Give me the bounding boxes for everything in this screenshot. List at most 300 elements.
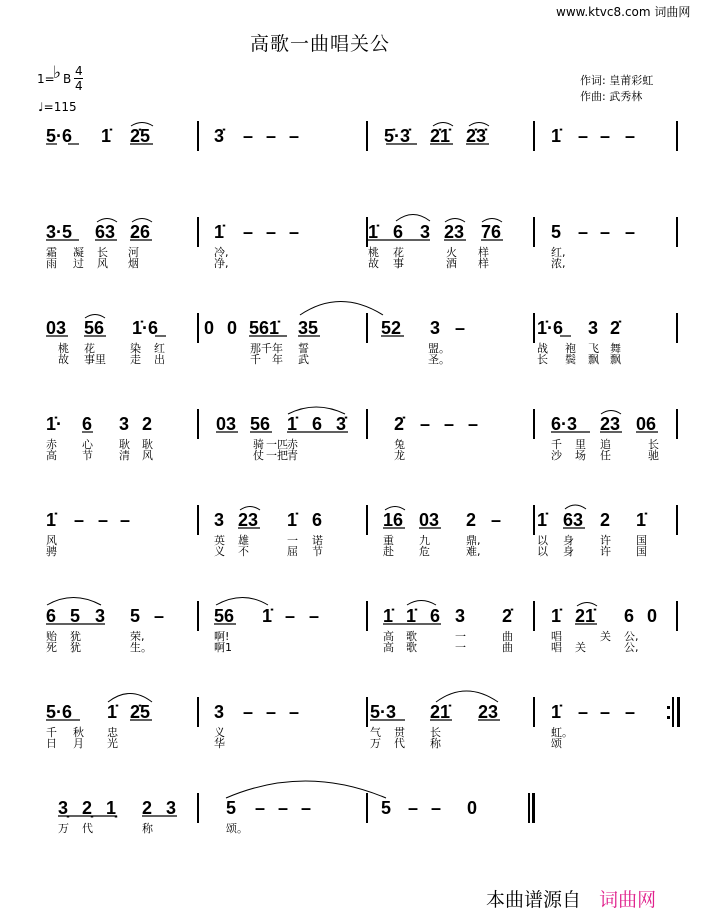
bar-line	[366, 217, 368, 247]
lyric: 高	[383, 630, 394, 643]
note: –	[444, 414, 455, 434]
note: –	[491, 510, 502, 530]
lyric: 身	[563, 545, 574, 558]
bar-line	[676, 601, 678, 631]
lyric: 重	[383, 534, 394, 547]
key-prefix: 1=	[37, 72, 55, 86]
lyric: 耿	[119, 438, 130, 451]
lyric: 飘	[588, 353, 599, 366]
bar-line	[197, 601, 199, 631]
lyric: 驰	[648, 449, 659, 462]
lyric: 不	[238, 545, 249, 558]
lyric: 公,	[624, 630, 639, 643]
slur	[108, 694, 152, 703]
lyric: 啊1	[214, 641, 232, 654]
repeat-dot	[667, 706, 670, 709]
lyric: 光	[107, 737, 118, 750]
note: 5̇·3̇	[384, 126, 411, 146]
repeat-end-bar	[677, 697, 680, 727]
bar-line	[366, 121, 368, 151]
note: 76	[481, 222, 502, 242]
note: 1̇	[287, 414, 298, 434]
lyric: 一	[287, 534, 298, 547]
bar-line	[676, 409, 678, 439]
note: 2	[142, 414, 153, 434]
lyric: 节	[312, 545, 323, 558]
lyric: 红,	[551, 246, 566, 259]
note: 03	[419, 510, 440, 530]
bar-line	[533, 121, 535, 151]
lyric: 河	[128, 246, 139, 259]
note: –	[255, 798, 266, 818]
lyric: 一匹	[266, 438, 288, 451]
note: 1̇·6	[132, 318, 159, 338]
note: –	[578, 222, 589, 242]
note: 3	[455, 606, 466, 626]
tempo-value: =115	[43, 100, 77, 114]
slur	[396, 215, 430, 222]
bar-line	[197, 793, 199, 823]
lyric: 浓,	[551, 257, 566, 270]
note: –	[289, 222, 300, 242]
note: 5	[381, 798, 392, 818]
slur	[300, 302, 383, 316]
note: 1̇	[107, 702, 118, 722]
note: 63	[95, 222, 116, 242]
lyric: 贯	[394, 726, 405, 739]
lyric: 以	[537, 534, 548, 547]
lyric: 代	[394, 737, 405, 750]
note: 1̇	[383, 606, 394, 626]
lyric: 身	[563, 534, 574, 547]
lyric: 盟。	[428, 342, 450, 355]
lyric: 犹	[70, 630, 81, 643]
lyric: 赤	[46, 438, 57, 451]
lyric: 兔	[394, 438, 405, 451]
note: –	[278, 798, 289, 818]
lyric: 贻	[46, 630, 57, 643]
lyric: 一把	[266, 449, 288, 462]
lyric: 万	[58, 822, 69, 835]
note: 21̇	[575, 606, 596, 626]
note: 1̇	[287, 510, 298, 530]
slur	[288, 407, 345, 414]
note: 5	[226, 798, 237, 818]
bar-line	[197, 409, 199, 439]
lyric: 英	[214, 534, 225, 547]
lyric: 以	[537, 545, 548, 558]
lyric: 龙	[394, 449, 405, 462]
note: 1̇	[262, 606, 273, 626]
lyric: 代	[82, 822, 93, 835]
note: 3	[166, 798, 177, 818]
quarter-note-icon: ♩	[38, 100, 44, 114]
repeat-dot	[667, 716, 670, 719]
lyric: 事里	[84, 353, 106, 366]
note: 26	[130, 222, 151, 242]
lyric: 荣,	[130, 630, 145, 643]
note: 6	[312, 414, 323, 434]
lyric: 誓	[298, 342, 309, 355]
note: 5	[70, 606, 81, 626]
lyric: 里	[575, 438, 586, 451]
lyric: 国	[636, 534, 647, 547]
note: –	[600, 126, 611, 146]
note: –	[266, 126, 277, 146]
note: 1̇	[214, 222, 225, 242]
note: 3	[119, 414, 130, 434]
note: –	[625, 702, 636, 722]
note: 6	[624, 606, 635, 626]
note: 1̣	[106, 798, 117, 818]
note: –	[243, 126, 254, 146]
lyric: 凝	[73, 246, 84, 259]
note: 3	[214, 702, 225, 722]
lyric: 雨	[46, 257, 57, 270]
note: 1̇	[551, 606, 562, 626]
note: 06	[636, 414, 657, 434]
lyric: 死	[46, 641, 57, 654]
lyric: 净,	[214, 257, 229, 270]
note: 2̇1̇	[430, 126, 451, 146]
note: –	[420, 414, 431, 434]
lyric: 那千年	[250, 342, 283, 355]
slur	[216, 598, 268, 606]
lyric: 赴	[383, 545, 394, 558]
note: 3	[214, 510, 225, 530]
lyric: 火	[446, 246, 457, 259]
note: –	[578, 702, 589, 722]
tempo-mark	[38, 100, 77, 114]
note: 1̇·6	[537, 318, 564, 338]
note: 56	[84, 318, 105, 338]
note: –	[625, 126, 636, 146]
note: 2̣	[82, 798, 93, 818]
note: –	[309, 606, 320, 626]
lyric: 一	[455, 641, 466, 654]
slur	[565, 505, 586, 509]
lyric: 鬓	[565, 353, 576, 366]
lyric: 关	[575, 641, 586, 654]
note: –	[74, 510, 85, 530]
bar-line	[672, 697, 674, 727]
bar-line	[366, 601, 368, 631]
lyric: 红	[154, 342, 165, 355]
watermark: www.ktvc8.com 词曲网	[556, 5, 691, 19]
note: 1̇·	[46, 414, 63, 434]
footer-left: 本曲谱源自	[486, 889, 582, 911]
bar-line	[528, 793, 530, 823]
lyric: 公,	[624, 641, 639, 654]
note: 56	[250, 414, 271, 434]
lyric: 月	[73, 737, 84, 750]
bar-line	[676, 505, 678, 535]
note: –	[285, 606, 296, 626]
lyric: 颂。	[226, 822, 248, 835]
lyric: 唱	[551, 630, 562, 643]
lyric: 屈	[287, 545, 298, 558]
lyric: 忠	[107, 726, 118, 739]
lyric: 高	[46, 449, 57, 462]
note: 23	[478, 702, 499, 722]
note: –	[266, 702, 277, 722]
note: –	[468, 414, 479, 434]
lyric: 出	[154, 353, 165, 366]
slur	[436, 691, 498, 702]
lyric: 长	[648, 438, 659, 451]
bar-line	[533, 505, 535, 535]
lyric: 秋	[73, 726, 84, 739]
note: 6	[82, 414, 93, 434]
composer: 作曲: 武秀林	[580, 90, 643, 103]
note: –	[408, 798, 419, 818]
lyric: 耿	[142, 438, 153, 451]
note: 1̇	[101, 126, 112, 146]
lyric: 舞	[610, 342, 621, 355]
note: 3	[588, 318, 599, 338]
lyric: 千	[551, 438, 562, 451]
lyric: 心	[82, 438, 93, 451]
note: 6·3	[551, 414, 578, 434]
note: 5·6	[46, 702, 73, 722]
lyric: 啊!	[214, 630, 230, 643]
note: 561̇	[249, 318, 280, 338]
bar-line	[676, 313, 678, 343]
lyric: 风	[46, 534, 57, 547]
lyric: 袍	[565, 342, 576, 355]
note: 6	[430, 606, 441, 626]
lyric: 赤	[287, 438, 298, 451]
note: 3̇	[336, 414, 347, 434]
flat-sign: ♭	[53, 63, 62, 83]
bar-line	[533, 409, 535, 439]
lyric: 唱	[551, 641, 562, 654]
lyric: 风	[97, 257, 108, 270]
lyric: 歌	[406, 641, 417, 654]
lyric: 长	[430, 726, 441, 739]
note: 6	[393, 222, 404, 242]
note: 1̇	[551, 702, 562, 722]
note: –	[266, 222, 277, 242]
lyric: 关	[600, 630, 611, 643]
lyric: 许	[600, 534, 611, 547]
lyric: 千	[46, 726, 57, 739]
lyric: 歌	[406, 630, 417, 643]
lyric: 义	[214, 726, 225, 739]
note: 03	[216, 414, 237, 434]
lyric: 日	[46, 737, 57, 750]
note: 1̇	[406, 606, 417, 626]
note: 2̇	[502, 606, 513, 626]
note: 3	[430, 318, 441, 338]
key-signature	[37, 64, 97, 94]
lyric: 难,	[466, 545, 481, 558]
note: 0	[467, 798, 478, 818]
lyric: 生。	[130, 641, 152, 654]
note: 23	[238, 510, 259, 530]
lyric: 华	[214, 737, 225, 750]
lyric: 故	[368, 257, 379, 270]
lyric: 仗	[253, 449, 264, 462]
lyric: 花	[393, 246, 404, 259]
bar-line	[197, 217, 199, 247]
note: 2	[466, 510, 477, 530]
lyric: 一	[455, 630, 466, 643]
note: 2	[600, 510, 611, 530]
lyric: 年	[272, 353, 283, 366]
lyric: 霜	[46, 246, 57, 259]
note: 3	[420, 222, 431, 242]
note: 2̇3̇	[466, 126, 487, 146]
note: 5	[130, 606, 141, 626]
note: –	[98, 510, 109, 530]
lyric: 诺	[312, 534, 323, 547]
lyric: 虹。	[551, 726, 573, 739]
slur	[47, 598, 101, 606]
note: –	[289, 126, 300, 146]
bar-line	[366, 697, 368, 727]
note: 0	[204, 318, 215, 338]
lyric: 飞	[588, 342, 599, 355]
lyric: 气	[370, 726, 381, 739]
lyric: 风	[142, 449, 153, 462]
lyric: 鼎,	[466, 534, 481, 547]
lyric: 过	[73, 257, 84, 270]
bar-line	[366, 409, 368, 439]
bar-line	[197, 505, 199, 535]
lyric: 长	[97, 246, 108, 259]
note: –	[120, 510, 131, 530]
lyric: 千	[250, 353, 261, 366]
lyric: 许	[600, 545, 611, 558]
note: 63	[563, 510, 584, 530]
note: 1̇	[636, 510, 647, 530]
lyric: 称	[430, 737, 441, 750]
note: 3̇	[214, 126, 225, 146]
note: 16	[383, 510, 404, 530]
note: 2	[142, 798, 153, 818]
note: –	[625, 222, 636, 242]
footer-source	[486, 885, 656, 912]
note: 3	[95, 606, 106, 626]
note: 2̇	[394, 414, 405, 434]
note: –	[154, 606, 165, 626]
note: –	[289, 702, 300, 722]
note: 35	[298, 318, 319, 338]
note: 1̇	[368, 222, 379, 242]
lyric: 青	[287, 449, 298, 462]
lyric: 烟	[128, 257, 139, 270]
note: –	[243, 222, 254, 242]
slur	[407, 601, 436, 606]
lyric: 桃	[368, 246, 379, 259]
note: 2̇5	[130, 126, 151, 146]
lyric: 颂	[551, 737, 562, 750]
page-title: 高歌一曲唱关公	[250, 33, 391, 55]
note: –	[600, 222, 611, 242]
lyric: 骋	[46, 545, 57, 558]
lyric: 场	[575, 449, 586, 462]
lyric: 万	[370, 737, 381, 750]
lyricist: 作词: 皇莆彩虹	[580, 74, 654, 87]
note: –	[455, 318, 466, 338]
note: 21̇	[430, 702, 451, 722]
lyric: 事	[393, 257, 404, 270]
lyric: 清	[119, 449, 130, 462]
bar-line	[197, 697, 199, 727]
bar-line	[366, 313, 368, 343]
note: 5·3	[370, 702, 397, 722]
bar-line	[197, 313, 199, 343]
lyric: 雄	[238, 534, 249, 547]
bar-line	[533, 217, 535, 247]
note: 52	[381, 318, 402, 338]
bar-line	[197, 121, 199, 151]
note: 1̇	[46, 510, 57, 530]
bar-line	[533, 697, 535, 727]
final-bar	[532, 793, 535, 823]
lyric: 样	[478, 246, 489, 259]
lyric: 称	[142, 822, 153, 835]
lyric: 国	[636, 545, 647, 558]
lyric: 犹	[70, 641, 81, 654]
lyric: 武	[298, 353, 309, 366]
note: 5·6	[46, 126, 73, 146]
lyric: 染	[130, 342, 141, 355]
note: 1̇	[537, 510, 548, 530]
lyric: 花	[84, 342, 95, 355]
time-denominator: 4	[75, 79, 83, 93]
lyric: 曲	[502, 641, 513, 654]
lyric: 桃	[58, 342, 69, 355]
bar-line	[676, 121, 678, 151]
lyric: 曲	[502, 630, 513, 643]
bar-line	[366, 505, 368, 535]
note: 0	[227, 318, 238, 338]
key-note: B	[63, 72, 72, 86]
footer-right[interactable]: 词曲网	[599, 889, 657, 911]
note: 2̇5	[130, 702, 151, 722]
lyric: 圣。	[428, 353, 450, 366]
note: 3·5	[46, 222, 73, 242]
lyric: 高	[383, 641, 394, 654]
lyric: 样	[478, 257, 489, 270]
note: –	[243, 702, 254, 722]
bar-line	[676, 217, 678, 247]
lyric: 任	[600, 449, 611, 462]
bar-line	[533, 601, 535, 631]
note: –	[578, 126, 589, 146]
bar-line	[533, 313, 535, 343]
note: 6	[46, 606, 57, 626]
lyric: 沙	[551, 449, 562, 462]
note: 23	[444, 222, 465, 242]
lyric: 骑	[253, 438, 264, 451]
lyric: 走	[130, 353, 141, 366]
note: 6	[312, 510, 323, 530]
note: 56	[214, 606, 235, 626]
lyric: 危	[419, 545, 430, 558]
note: 03	[46, 318, 67, 338]
bar-line	[366, 793, 368, 823]
lyric: 节	[82, 449, 93, 462]
lyric: 酒	[446, 257, 457, 270]
note: –	[431, 798, 442, 818]
note: 2̇	[610, 318, 621, 338]
lyric: 长	[537, 353, 548, 366]
note: 1̇	[551, 126, 562, 146]
note: 3̣	[58, 798, 69, 818]
